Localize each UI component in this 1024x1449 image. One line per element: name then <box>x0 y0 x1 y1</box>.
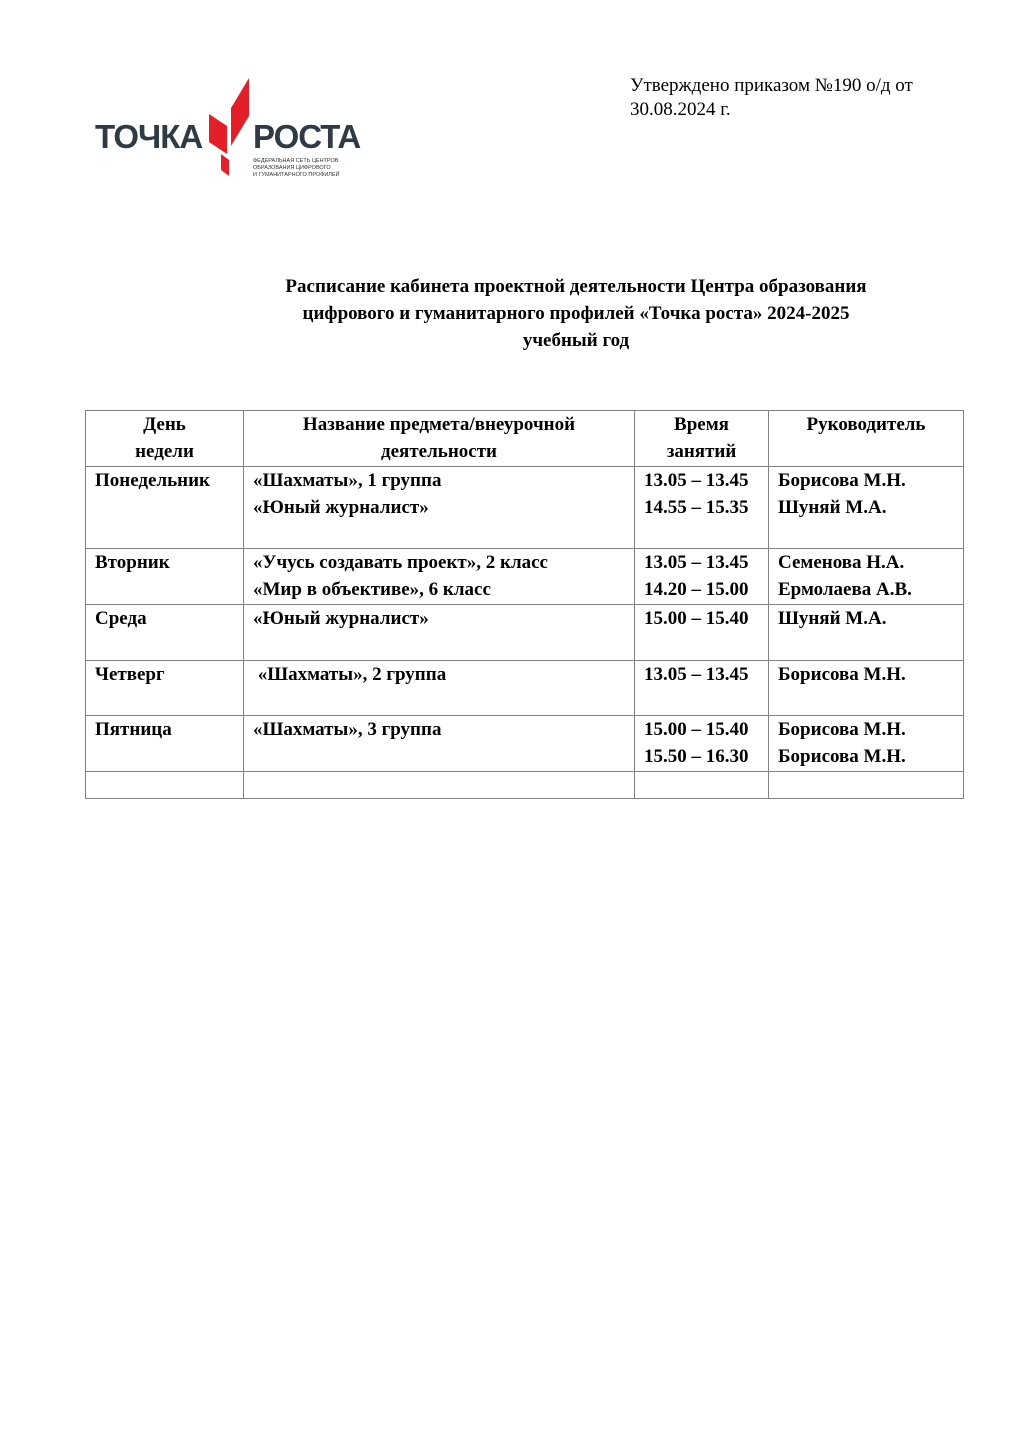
leader: Шуняй М.А. <box>778 608 887 629</box>
leader: Шуняй М.А. <box>778 497 887 518</box>
title-line: цифрового и гуманитарного профилей «Точка роста» 2024-2025 <box>302 303 850 324</box>
subject: «Шахматы», 2 группа <box>253 664 447 685</box>
logo-sub-line: ФЕДЕРАЛЬНАЯ СЕТЬ ЦЕНТРОВ <box>253 158 339 164</box>
column-header <box>244 411 635 467</box>
subject: «Шахматы», 1 группа <box>253 470 442 491</box>
time: 13.05 – 13.45 <box>644 664 749 685</box>
logo-sub-line: ОБРАЗОВАНИЯ ЦИФРОВОГО <box>253 165 331 171</box>
header-line: День <box>143 414 186 435</box>
time: 14.20 – 15.00 <box>644 579 749 600</box>
empty-cell <box>769 772 964 799</box>
table-row <box>86 467 964 549</box>
table-row <box>86 605 964 661</box>
header-line: Название предмета/внеурочной <box>302 414 576 435</box>
subject-cell <box>244 467 635 549</box>
logo-word-left: ТОЧКА <box>95 118 203 155</box>
empty-cell <box>244 772 635 799</box>
leader-cell <box>769 549 964 605</box>
logo-sub-line: И ГУМАНИТАРНОГО ПРОФИЛЕЙ <box>253 172 340 178</box>
column-header <box>769 411 964 467</box>
document-title <box>200 273 952 354</box>
subject: «Учусь создавать проект», 2 класс <box>253 552 548 573</box>
day-cell: Пятница <box>86 716 244 772</box>
subject-cell <box>244 661 635 716</box>
tochka-rosta-logo <box>95 76 361 186</box>
table-row <box>86 716 964 772</box>
subject-cell <box>244 605 635 661</box>
table-row <box>86 549 964 605</box>
leader: Ермолаева А.В. <box>778 579 912 600</box>
logo-subtitle <box>253 158 340 179</box>
time-cell <box>635 716 769 772</box>
day-cell: Вторник <box>86 549 244 605</box>
time-cell <box>635 549 769 605</box>
subject: «Мир в объективе», 6 класс <box>253 579 491 600</box>
approval-line: Утверждено приказом №190 о/д от <box>630 75 913 96</box>
subject-cell <box>244 549 635 605</box>
day-cell: Понедельник <box>86 467 244 549</box>
header-line: Время <box>674 414 729 435</box>
leader-cell <box>769 605 964 661</box>
time-cell <box>635 661 769 716</box>
empty-row <box>86 772 964 799</box>
header-line: деятельности <box>381 441 497 462</box>
empty-cell <box>86 772 244 799</box>
header-line: недели <box>135 441 194 462</box>
leader: Семенова Н.А. <box>778 552 905 573</box>
day-cell: Четверг <box>86 661 244 716</box>
subject: «Шахматы», 3 группа <box>253 719 442 740</box>
leader: Борисова М.Н. <box>778 719 906 740</box>
time-cell <box>635 467 769 549</box>
subject: «Юный журналист» <box>253 608 429 629</box>
subject-cell <box>244 716 635 772</box>
title-line: учебный год <box>522 330 630 351</box>
time: 13.05 – 13.45 <box>644 470 749 491</box>
logo-mark-icon <box>205 76 253 180</box>
leader: Борисова М.Н. <box>778 470 906 491</box>
leader-cell <box>769 716 964 772</box>
table-row <box>86 661 964 716</box>
time: 15.50 – 16.30 <box>644 746 749 767</box>
leader-cell <box>769 467 964 549</box>
schedule-table <box>85 410 964 799</box>
leader-cell <box>769 661 964 716</box>
logo-word-right: РОСТА <box>253 118 361 155</box>
header-line: занятий <box>666 441 737 462</box>
leader: Борисова М.Н. <box>778 746 906 767</box>
header-line: Руководитель <box>806 414 926 435</box>
title-line: Расписание кабинета проектной деятельности Центра образования <box>285 276 867 297</box>
leader: Борисова М.Н. <box>778 664 906 685</box>
approval-date: 30.08.2024 г. <box>630 99 731 120</box>
time-cell <box>635 605 769 661</box>
time: 13.05 – 13.45 <box>644 552 749 573</box>
subject: «Юный журналист» <box>253 497 429 518</box>
time: 15.00 – 15.40 <box>644 608 749 629</box>
time: 14.55 – 15.35 <box>644 497 749 518</box>
empty-cell <box>635 772 769 799</box>
day-cell: Среда <box>86 605 244 661</box>
time: 15.00 – 15.40 <box>644 719 749 740</box>
column-header <box>635 411 769 467</box>
approval-note <box>630 74 913 122</box>
column-header <box>86 411 244 467</box>
